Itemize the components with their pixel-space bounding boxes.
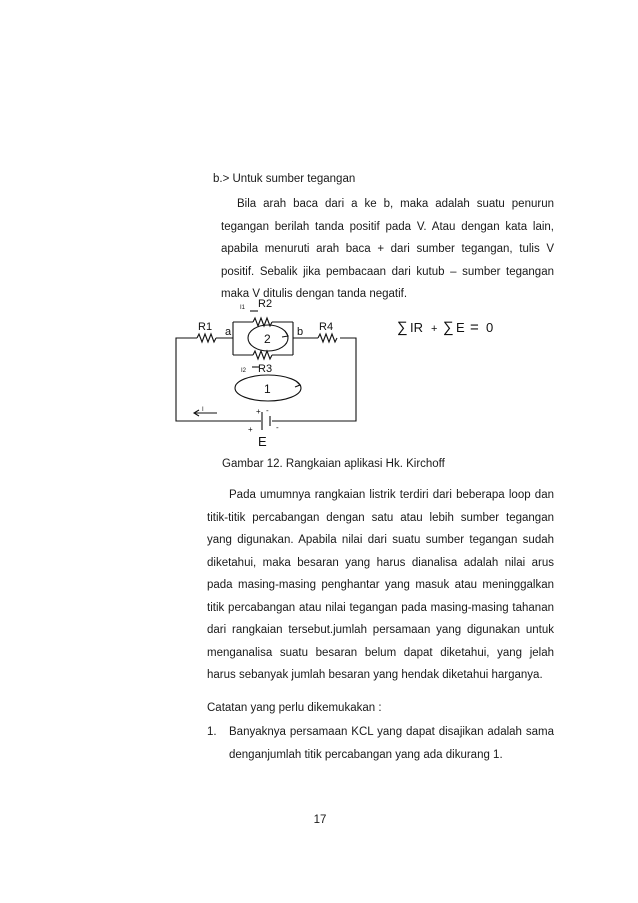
label-node-a: a <box>225 326 232 338</box>
figure-caption: Gambar 12. Rangkaian aplikasi Hk. Kirchoff <box>222 458 445 470</box>
label-r4: R4 <box>319 321 334 333</box>
paragraph-kirchhoff-explanation: Pada umumnya rangkaian listrik terdiri dari beberapa loop dan titik-titik percabangan dengan satu atau lebih sumber tegangan yang digunakan. Apabila nilai dari suatu sumber tegangan sudah diketahui, maka besaran yang harus dianalisa adalah nilai arus pada masing-masing penghantar yang masuk atau meninggalkan titik percabangan atau nilai tegangan pada masing-masing tahanan dari rangkaian tersebut.jumlah persamaan yang digunakan untuk menganalisa suatu besaran belum dapat diketahui, yang jelah harus sebanyak jumlah besaran yang hendak diketahui harganya. <box>207 489 554 681</box>
loop-1-arrow <box>295 381 300 387</box>
label-i: I <box>202 407 204 413</box>
formula-term-ir: IR <box>410 320 423 335</box>
formula-equals: = <box>470 319 479 336</box>
label-loop-2: 2 <box>264 332 271 346</box>
label-minus-top: - <box>266 406 269 415</box>
list-item-text: Banyaknya persamaan KCL yang dapat disajikan adalah sama denganjumlah titik percabangan yang ada dikurang 1. <box>229 726 554 761</box>
paragraph-voltage-source: Bila arah baca dari a ke b, maka adalah suatu penurun tegangan berilah tanda positif pada V. Atau dengan kata lain, apabila menuruti arah baca + dari sumber tegangan, tulis V positif. Sebalik jika pembacaan dari kutub – sumber tegangan maka V ditulis dengan tanda negatif. <box>221 198 554 300</box>
formula-term-e: E <box>456 320 465 335</box>
outer-wire-right <box>272 338 356 421</box>
formula-sigma-2: ∑ <box>443 319 454 336</box>
current-arrow-i <box>194 410 217 416</box>
section-heading: b.> Untuk sumber tegangan <box>213 173 356 185</box>
label-i1: I1 <box>240 305 246 311</box>
label-r3: R3 <box>258 363 273 375</box>
formula-rhs-zero: 0 <box>486 320 494 335</box>
notes-title: Catatan yang perlu dikemukakan : <box>207 702 382 714</box>
resistor-r1 <box>197 334 216 342</box>
label-r2: R2 <box>258 298 273 310</box>
page-number: 17 <box>313 814 327 826</box>
label-node-b: b <box>297 326 304 338</box>
formula-sigma-1: ∑ <box>397 319 408 336</box>
label-minus-bottom: - <box>276 423 279 432</box>
label-source-e: E <box>258 434 267 449</box>
resistor-r4 <box>318 334 337 342</box>
label-loop-1: 1 <box>264 382 271 396</box>
resistor-r3 <box>253 351 272 359</box>
loop-2-arrow <box>282 331 288 337</box>
formula-plus: + <box>431 323 438 335</box>
outer-wire-left <box>176 338 261 421</box>
list-item-number: 1. <box>207 726 217 738</box>
label-i2: I2 <box>241 368 247 374</box>
list-item <box>207 721 554 766</box>
label-plus-top: + <box>256 407 261 416</box>
label-plus-bottom: + <box>248 425 253 434</box>
label-r1: R1 <box>198 321 213 333</box>
